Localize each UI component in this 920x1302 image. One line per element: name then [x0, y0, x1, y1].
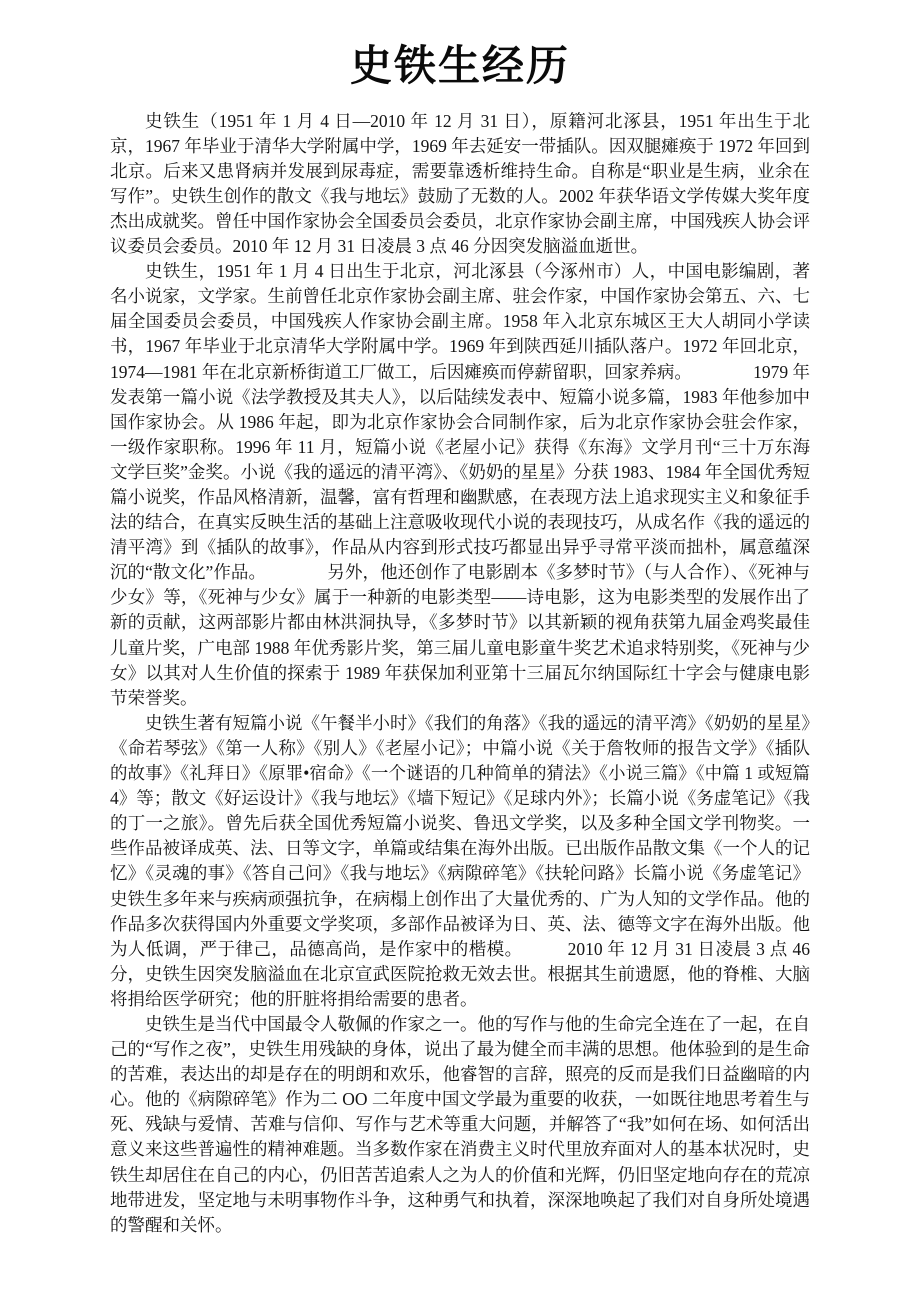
paragraph-works-awards: 史铁生著有短篇小说《午餐半小时》《我们的角落》《我的遥远的清平湾》《奶奶的星星》《命若琴弦》《第一人称》《别人》《老屋小记》；中篇小说《关于詹牧师的报告文学》《插队的故事》《礼拜日》《原罪•宿命》《一个谜语的几种简单的猜法》《小说三篇》《中篇 1 或短篇 4》等；散文《好运设计》《我与地坛》《墙下短记》《足球内外》；长篇小说《务虚笔记》《我的丁一之旅》。曾先后获全国优秀短篇小说奖、鲁迅文学奖，以及多种全国文学刊物奖。一些作品被译成英、法、日等文字，单篇或结集在海外出版。已出版作品散文集《一个人的记忆》《灵魂的事》《答自己问》《我与地坛》《病隙碎笔》《扶轮问路》长篇小说《务虚笔记》史铁生多年来与疾病顽强抗争，在病榻上创作出了大量优秀的、广为人知的文学作品。他的作品多次获得国内外重要文学奖项，多部作品被译为日、英、法、德等文字在海外出版。他为人低调，严于律己，品德高尚，是作家中的楷模。 2010 年 12 月 31 日凌晨 3 点 46 分，史铁生因突发脑溢血在北京宣武医院抢救无效去世。根据其生前遗愿，他的脊椎、大脑将捐给医学研究；他的肝脏将捐给需要的患者。 — [110, 712, 810, 1009]
document-body — [110, 109, 810, 1238]
paragraph-biography-summary: 史铁生（1951 年 1 月 4 日—2010 年 12 月 31 日），原籍河北涿县，1951 年出生于北京，1967 年毕业于清华大学附属中学，1969 年去延安一带插队。因双腿瘫痪于 1972 年回到北京。后来又患肾病并发展到尿毒症，需要靠透析维持生命。自称是“职业是生病，业余在写作”。史铁生创作的散文《我与地坛》鼓励了无数的人。2002 年获华语文学传媒大奖年度杰出成就奖。曾任中国作家协会全国委员会委员，北京作家协会副主席，中国残疾人协会评议委员会委员。2010 年 12 月 31 日凌晨 3 点 46 分因突发脑溢血逝世。 — [110, 110, 810, 257]
document-title: 史铁生经历 — [349, 44, 570, 90]
paragraph-legacy: 史铁生是当代中国最令人敬佩的作家之一。他的写作与他的生命完全连在了一起，在自己的“写作之夜”，史铁生用残缺的身体，说出了最为健全而丰满的思想。他体验到的是生命的苦难，表达出的却是存在的明朗和欢乐，他睿智的言辞，照亮的反而是我们日益幽暗的内心。他的《病隙碎笔》作为二 OO 二年度中国文学最为重要的收获，一如既往地思考着生与死、残缺与爱情、苦难与信仰、写作与艺术等重大问题，并解答了“我”如何在场、如何活出意义来这些普遍性的精神难题。当多数作家在消费主义时代里放弃面对人的基本状况时，史铁生却居住在自己的内心，仍旧苦苦追索人之为人的价值和光辉，仍旧坚定地向存在的荒凉地带进发，坚定地与未明事物作斗争，这种勇气和执着，深深地唤起了我们对自身所处境遇的警醒和关怀。 — [110, 1013, 810, 1235]
paragraph-life-career: 史铁生，1951 年 1 月 4 日出生于北京，河北涿县（今涿州市）人，中国电影编剧，著名小说家，文学家。生前曾任北京作家协会副主席、驻会作家，中国作家协会第五、六、七届全国委员会委员，中国残疾人作家协会副主席。1958 年入北京东城区王大人胡同小学读书，1967 年毕业于北京清华大学附属中学。1969 年到陕西延川插队落户。1972 年回北京，1974—1981 年在北京新桥街道工厂做工，后因瘫痪而停薪留职，回家养病。 1979 年发表第一篇小说《法学教授及其夫人》，以后陆续发表中、短篇小说多篇，1983 年他参加中国作家协会。从 1986 年起，即为北京作家协会合同制作家，后为北京作家协会驻会作家，一级作家职称。1996 年 11 月，短篇小说《老屋小记》获得《东海》文学月刊“三十万东海文学巨奖”金奖。小说《我的遥远的清平湾》、《奶奶的星星》分获 1983、1984 年全国优秀短篇小说奖，作品风格清新，温馨，富有哲理和幽默感，在表现方法上追求现实主义和象征手法的结合，在真实反映生活的基础上注意吸收现代小说的表现技巧，从成名作《我的遥远的清平湾》到《插队的故事》，作品从内容到形式技巧都显出异乎寻常平淡而拙朴，属意蕴深沉的“散文化”作品。 另外，他还创作了电影剧本《多梦时节》（与人合作）、《死神与少女》等，《死神与少女》属于一种新的电影类型——诗电影，这为电影类型的发展作出了新的贡献，这两部影片都由林洪洞执导，《多梦时节》以其新颖的视角获第九届金鸡奖最佳儿童片奖，广电部 1988 年优秀影片奖，第三届儿童电影童牛奖艺术追求特别奖，《死神与少女》以其对人生价值的探索于 1989 年获保加利亚第十三届瓦尔纳国际红十字会与健康电影节荣誉奖。 — [110, 261, 810, 708]
